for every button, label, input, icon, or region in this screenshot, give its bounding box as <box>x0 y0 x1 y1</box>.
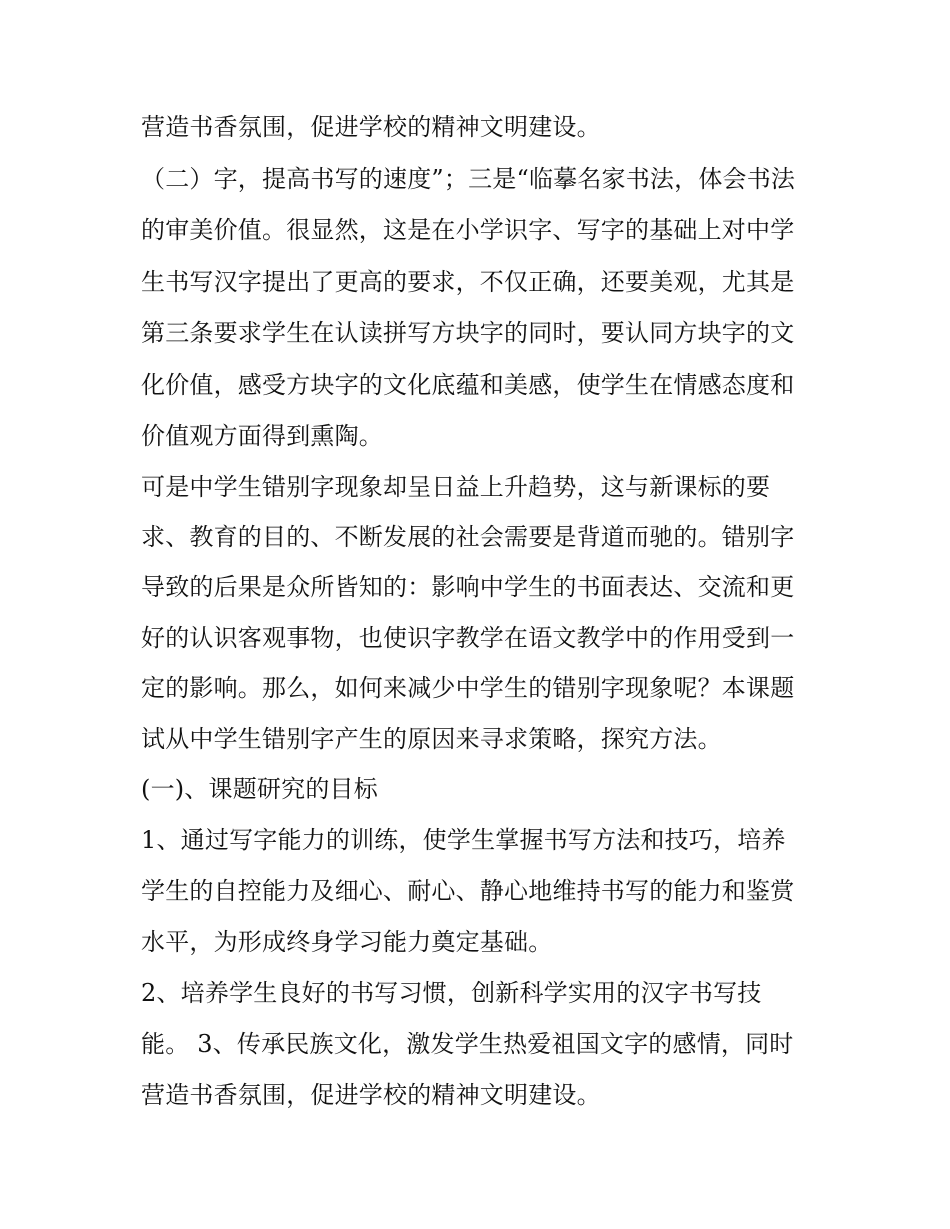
text-line: 水平，为形成终身学习能力奠定基础。 <box>141 928 553 956</box>
text-line: 生书写汉字提出了更高的要求，不仅正确，还要美观，尤其是 <box>141 268 795 296</box>
text-line: （二）字，提高书写的速度”；三是“临摹名家书法，体会书法 <box>141 165 796 193</box>
text-line: 求、教育的目的、不断发展的社会需要是背道而驰的。错别字 <box>141 523 795 551</box>
text-line: 价值观方面得到熏陶。 <box>141 422 383 450</box>
text-line: 定的影响。那么，如何来减少中学生的错别字现象呢？本课题 <box>141 674 795 702</box>
text-line: 能。 3、传承民族文化，激发学生热爱祖国文字的感情，同时 <box>141 1030 794 1058</box>
text-line: 的审美价值。很显然，这是在小学识字、写字的基础上对中学 <box>141 216 795 244</box>
text-line: 导致的后果是众所皆知的：影响中学生的书面表达、交流和更 <box>141 573 795 601</box>
text-line: 2、培养学生良好的书写习惯，创新科学实用的汉字书写技 <box>141 979 762 1007</box>
text-line: 营造书香氛围，促进学校的精神文明建设。 <box>141 113 601 141</box>
text-line: 第三条要求学生在认读拼写方块字的同时，要认同方块字的文 <box>141 319 795 347</box>
text-line: 试从中学生错别字产生的原因来寻求策略，探究方法。 <box>141 725 722 753</box>
text-line: 学生的自控能力及细心、耐心、静心地维持书写的能力和鉴赏 <box>141 877 795 905</box>
text-line: 1、通过写字能力的训练，使学生掌握书写方法和技巧，培养 <box>141 826 786 854</box>
text-line: 好的认识客观事物，也使识字教学在语文教学中的作用受到一 <box>141 624 795 652</box>
text-line: 化价值，感受方块字的文化底蕴和美感，使学生在情感态度和 <box>141 371 795 399</box>
text-line: 营造书香氛围，促进学校的精神文明建设。 <box>141 1081 601 1109</box>
section-heading: (一)、课题研究的目标 <box>141 775 378 803</box>
text-line: 可是中学生错别字现象却呈日益上升趋势，这与新课标的要 <box>141 473 771 501</box>
